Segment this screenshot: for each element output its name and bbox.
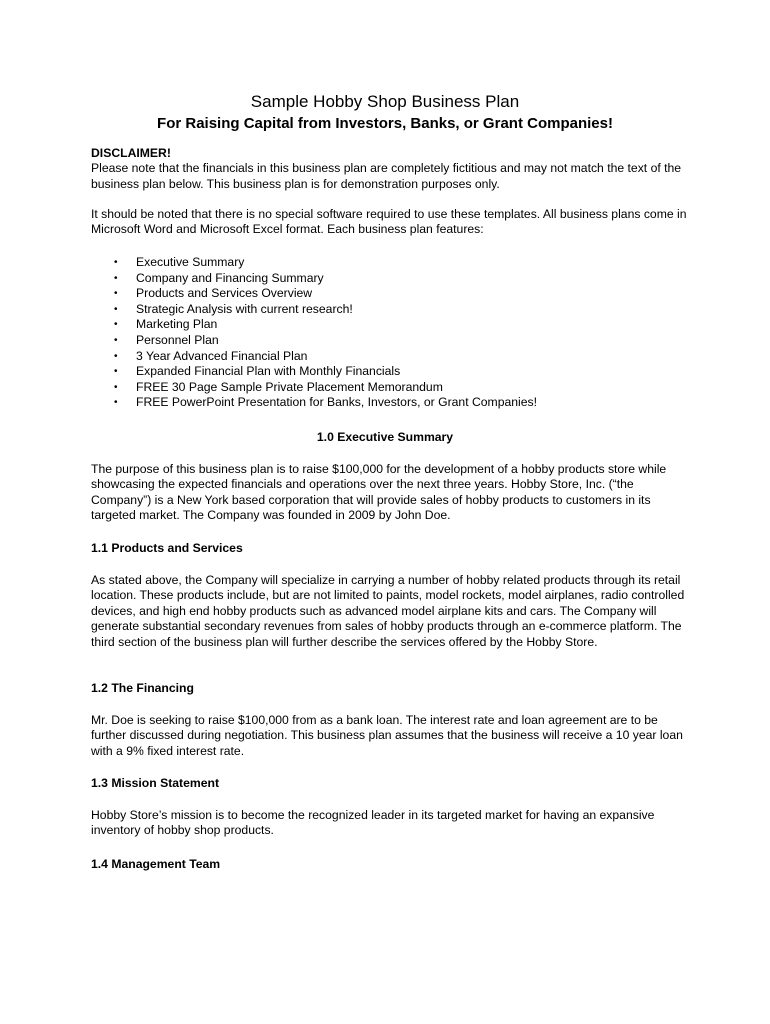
- bullet-icon: •: [114, 334, 118, 346]
- bullet-icon: •: [114, 288, 118, 300]
- section-heading-products-services: 1.1 Products and Services: [91, 541, 243, 555]
- bullet-icon: •: [114, 350, 118, 362]
- section-heading-financing: 1.2 The Financing: [91, 681, 194, 695]
- bullet-icon: •: [114, 272, 118, 284]
- bullet-icon: •: [114, 397, 118, 409]
- bullet-icon: •: [114, 303, 118, 315]
- disclaimer-text: Please note that the financials in this business plan are completely fictitious and may not match the text of the business plan below. This business plan is for demonstration purposes only.: [91, 161, 682, 191]
- intro-paragraph: It should be noted that there is no special software required to use these templates. All business plans come in Microsoft Word and Microsoft Excel format. Each business plan features:: [91, 207, 687, 237]
- bullet-icon: •: [114, 366, 118, 378]
- mission-text: Hobby Store’s mission is to become the recognized leader in its targeted market for having an expansive inventory of hobby shop products.: [91, 808, 655, 838]
- bullet-icon: •: [114, 381, 118, 393]
- bullet-icon: •: [114, 319, 118, 331]
- section-heading-mission: 1.3 Mission Statement: [91, 776, 220, 790]
- document-subtitle: For Raising Capital from Investors, Banks, or Grant Companies!: [157, 115, 613, 132]
- document-title: Sample Hobby Shop Business Plan: [250, 92, 520, 111]
- section-heading-executive-summary: 1.0 Executive Summary: [316, 430, 454, 444]
- bullet-icon: •: [114, 257, 118, 268]
- document-page: Sample Hobby Shop Business Plan For Raising Capital from Investors, Banks, or Grant Companies! DISCLAIMER! Please note that the financials in this business plan are completely fictitious and may not match the text of the business plan below. This business plan is for demonstration purposes only. It should be noted that there is no special software required to use these templates. All business plans come in Microsoft Word and Microsoft Excel format. Each business plan features: • Executive Summary • Company and Financing Summary • Products and Services Overview • Strategic Analysis with current research! • Marketing Plan • Personnel Plan • 3 Year Advanced Financial Plan • Expanded Financial Plan with Monthly Financials • FREE 30 Page Sample Private Placement Memorandum • FREE PowerPoint Presentation for Banks, Investors, or Grant Companies! 1.0 Executive Summary The purpose of this business plan is to raise $100,000 for the development of a hobby products store while showcasing the expected financials and operations over the next three years. Hobby Store, Inc. (“the Company”) is a New York based corporation that will provide sales of hobby products to customers in its targeted market. The Company was founded in 2009 by John Doe. 1.1 Products and Services As stated above, the Company will specialize in carrying a number of hobby related products through its retail location. These products include, but are not limited to paints, model rockets, model airplanes, radio controlled devices, and high end hobby products such as advanced model airplane kits and cars. The Company will generate substantial secondary revenues from sales of hobby products through an e-commerce platform. The third section of the business plan will further describe the services offered by the Hobby Store. 1.2 The Financing Mr. Doe is seeking to raise $100,000 from as a bank loan. The interest rate and loan agreement are to be further discussed during negotiation. This business plan assumes that the business will receive a 10 year loan with a 9% fixed interest rate. 1.3 Mission Statement Hobby Store’s mission is to become the recognized leader in its targeted market for having an expansive inventory of hobby shop products. 1.4 Management Team: [0, 0, 770, 1024]
- products-services-text: As stated above, the Company will specialize in carrying a number of hobby related products through its retail location. These products include, but are not limited to paints, model rockets, model airplanes, radio controlled devices, and high end hobby products such as advanced model airplane kits and cars. The Company will generate substantial secondary revenues from sales of hobby products through an e-commerce platform. The third section of the business plan will further describe the services offered by the Hobby Store.: [91, 573, 685, 649]
- executive-summary-text: The purpose of this business plan is to raise $100,000 for the development of a hobby products store while showcasing the expected financials and operations over the next three years. Hobby Store, Inc. (“the Company”) is a New York based corporation that will provide sales of hobby products to customers in its targeted market. The Company was founded in 2009 by John Doe.: [91, 462, 667, 523]
- section-heading-management: 1.4 Management Team: [91, 857, 221, 871]
- disclaimer-block: [91, 146, 691, 192]
- financing-text: Mr. Doe is seeking to raise $100,000 from as a bank loan. The interest rate and loan agreement are to be further discussed during negotiation. This business plan assumes that the business will receive a 10 year loan with a 9% fixed interest rate.: [91, 713, 683, 758]
- disclaimer-label: DISCLAIMER!: [91, 146, 171, 160]
